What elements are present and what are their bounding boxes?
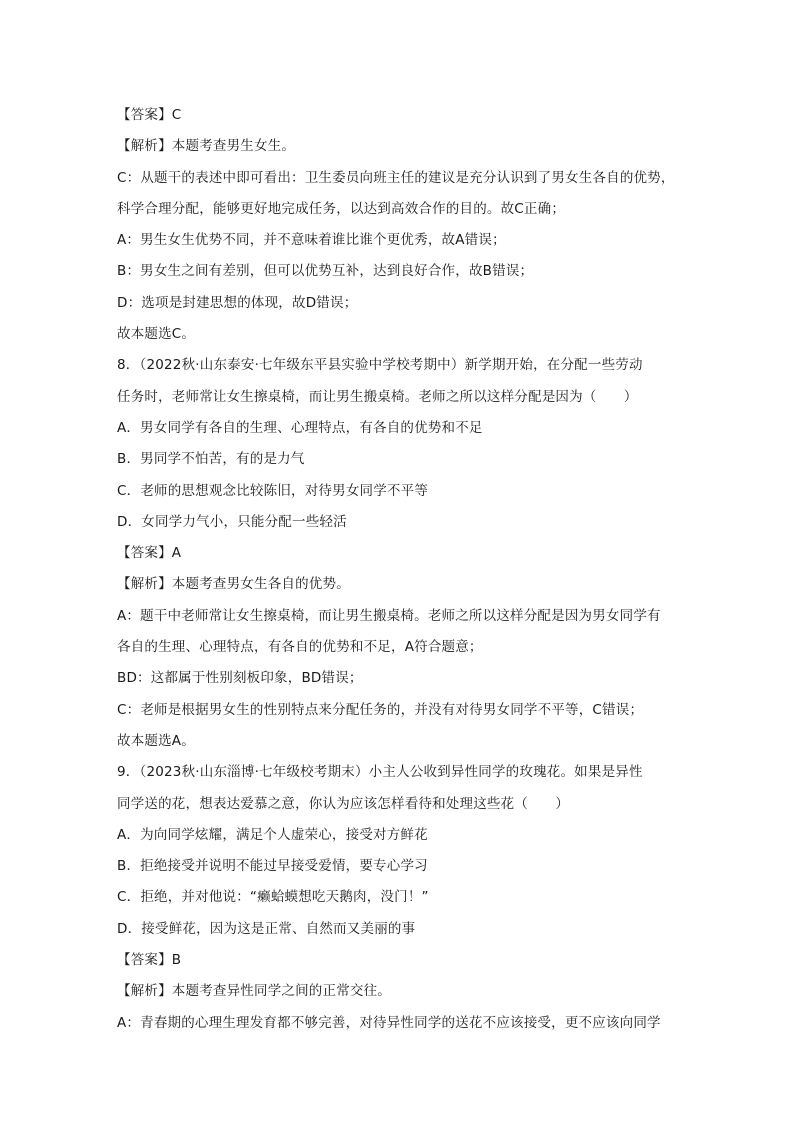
analysis-line-q8-a-cont: 各自的生理、心理特点，有各自的优势和不足，A符合题意； [117,639,483,656]
question-8-option-d: D．女同学力气小，只能分配一些轻活 [117,513,347,530]
question-9-stem: 9．（2023秋·山东淄博·七年级校考期末）小主人公收到异性同学的玫瑰花。如果是异性 [117,764,643,781]
analysis-line-q8-bd: BD：这都属于性别刻板印象，BD错误； [117,670,363,687]
analysis-line-q8-a: A：题干中老师常让女生擦桌椅，而让男生搬桌椅。老师之所以这样分配是因为男女同学有 [117,607,661,624]
analysis-line-q8-c: C：老师是根据男女生的性别特点来分配任务的，并没有对待男女同学不平等，C错误； [117,701,644,718]
analysis-line-q7-a: A：男生女生优势不同，并不意味着谁比谁个更优秀，故A错误； [117,232,506,249]
answer-label-q8: 【答案】A [117,545,182,562]
analysis-line-q7-b: B：男女生之间有差别，但可以优势互补，达到良好合作，故B错误； [117,263,534,280]
conclusion-q8: 故本题选A。 [117,732,195,749]
analysis-intro-q7: 【解析】本题考查男生女生。 [117,138,296,155]
analysis-line-q9-a: A：青春期的心理生理发育都不够完善，对待异性同学的送花不应该接受，更不应该向同学 [117,1014,661,1031]
question-8-option-b: B．男同学不怕苦，有的是力气 [117,451,305,468]
document-body [117,100,687,1039]
analysis-intro-q9: 【解析】本题考查异性同学之间的正常交往。 [117,983,391,1000]
answer-label-q9: 【答案】B [117,952,182,969]
question-8-option-c: C．老师的思想观念比较陈旧，对待男女同学不平等 [117,482,429,499]
analysis-line-q7-c-cont: 科学合理分配，能够更好地完成任务，以达到高效合作的目的。故C正确； [117,200,566,217]
analysis-line-q7-d: D：选项是封建思想的体现，故D错误； [117,294,358,311]
question-9-option-b: B．拒绝接受并说明不能过早接受爱情，要专心学习 [117,858,428,875]
question-9-option-d: D．接受鲜花，因为这是正常、自然而又美丽的事 [117,920,416,937]
question-9-option-a: A．为向同学炫耀，满足个人虚荣心，接受对方鲜花 [117,826,428,843]
conclusion-q7: 故本题选C。 [117,326,196,343]
analysis-line-q7-c: C：从题干的表述中即可看出：卫生委员向班主任的建议是充分认识到了男女生各自的优势， [117,169,675,186]
analysis-intro-q8: 【解析】本题考查男女生各自的优势。 [117,576,350,593]
question-9-stem-cont: 同学送的花，想表达爱慕之意，你认为应该怎样看待和处理这些花（ ） [117,795,570,812]
question-8-option-a: A．男女同学有各自的生理、心理特点，有各自的优势和不足 [117,419,483,436]
question-8-stem-cont: 任务时，老师常让女生擦桌椅，而让男生搬桌椅。老师之所以这样分配是因为（ ） [117,388,638,405]
question-9-option-c: C．拒绝，并对他说：“癞蛤蟆想吃天鹅肉，没门！” [117,889,429,906]
answer-label-q7: 【答案】C [117,107,182,123]
question-8-stem: 8．（2022秋·山东泰安·七年级东平县实验中学校考期中）新学期开始，在分配一些劳动 [117,357,643,374]
